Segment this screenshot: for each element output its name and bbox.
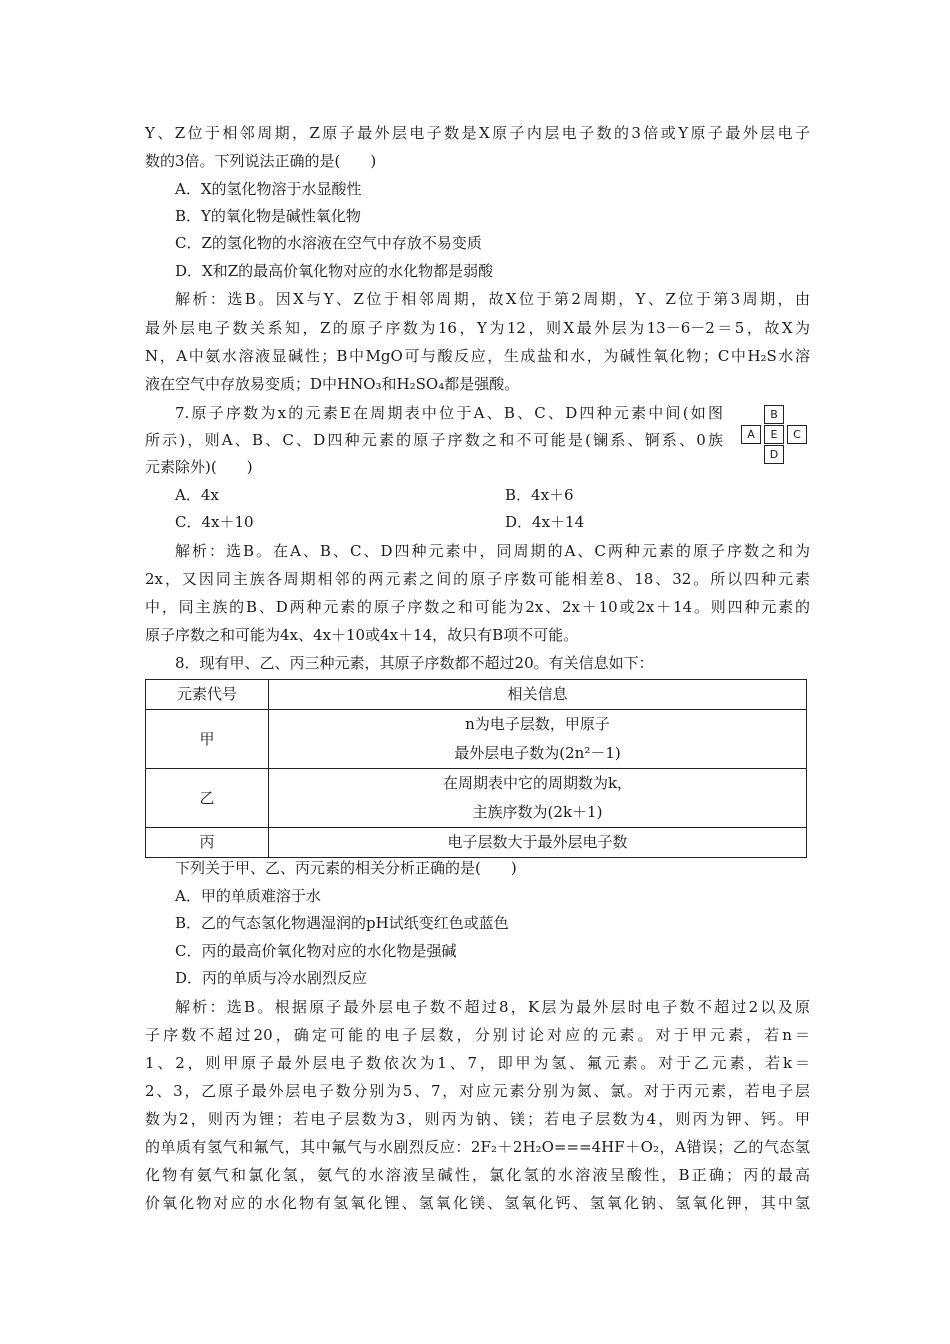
table-row <box>146 828 807 858</box>
q6-stem-line-2: 数的3倍。下列说法正确的是( ) <box>145 152 377 170</box>
q7-stem-line-2: 所示)，则A、B、C、D四种元素的原子序数之和不可能是(镧系、锕系、0族 <box>145 431 723 449</box>
q7-analysis-line-3: 中，同主族的B、D两种元素的原子序数之和可能为2x、2x＋10或2x＋14。则四种元素的 <box>145 598 810 616</box>
info-line: 在周期表中它的周期数为k， <box>442 774 633 792</box>
q8-analysis-line-5: 数为2，则丙为锂；若电子层数为3，则丙为钠、镁；若电子层数为4，则丙为钾、钙。甲 <box>145 1110 810 1128</box>
q6-stem-line-1: Y、Z位于相邻周期，Z原子最外层电子数是X原子内层电子数的3倍或Y原子最外层电子 <box>145 124 810 142</box>
q6-option-b: B．Y的氧化物是碱性氧化物 <box>175 207 361 225</box>
q8-option-a: A．甲的单质难溶于水 <box>175 887 321 905</box>
q8-analysis-line-2: 子序数不超过20，确定可能的电子层数，分别讨论对应的元素。对于甲元素，若n＝ <box>145 1026 810 1044</box>
info-line: n为电子层数，甲原子 <box>465 715 610 733</box>
q6-analysis-line-2: 最外层电子数关系知，Z的原子序数为16，Y为12，则X最外层为13－6－2＝5，故X为 <box>145 319 810 337</box>
table-header-row <box>146 680 807 710</box>
q7-option-d: D．4x＋14 <box>505 513 585 531</box>
periodic-position-diagram <box>741 405 807 463</box>
grid-cell-top: B <box>764 405 784 424</box>
table-cell-element: 乙 <box>146 769 269 828</box>
q8-option-c: C．丙的最高价氧化物对应的水化物是强碱 <box>175 942 457 960</box>
q6-option-a: A．X的氢化物溶于水显酸性 <box>175 180 362 198</box>
q8-option-d: D．丙的单质与冷水剧烈反应 <box>175 969 368 987</box>
table-cell-element: 丙 <box>146 828 269 858</box>
table-header-info: 相关信息 <box>269 680 807 710</box>
table-header-element: 元素代号 <box>146 680 269 710</box>
table-row <box>146 769 807 828</box>
table-cell-info: 电子层数大于最外层电子数 <box>269 828 807 858</box>
q8-option-b: B．乙的气态氢化物遇湿润的pH试纸变红色或蓝色 <box>175 914 509 932</box>
info-line: 最外层电子数为(2n²－1) <box>454 744 621 762</box>
q7-stem-line-1: 7.原子序数为x的元素E在周期表中位于A、B、C、D四种元素中间(如图 <box>175 404 723 422</box>
grid-cell-left: A <box>741 425 761 444</box>
q7-analysis-line-4: 原子序数之和可能为4x、4x＋10或4x＋14，故只有B项不可能。 <box>145 626 579 644</box>
table-row <box>146 710 807 769</box>
grid-cell-center: E <box>764 425 784 444</box>
q6-analysis-line-3: N，A中氨水溶液显碱性；B中MgO可与酸反应，生成盐和水，为碱性氧化物；C中H₂S水溶 <box>145 347 810 365</box>
q7-analysis-line-1: 解析：选B。在A、B、C、D四种元素中，同周期的A、C两种元素的原子序数之和为 <box>175 542 810 560</box>
q7-analysis-line-2: 2x，又因同主族各周期相邻的两元素之间的原子序数可能相差8、18、32。所以四种元素 <box>145 570 810 588</box>
q7-stem-line-3: 元素除外)( ) <box>145 458 253 476</box>
q6-analysis-line-4: 液在空气中存放易变质；D中HNO₃和H₂SO₄都是强酸。 <box>145 375 520 393</box>
table-cell-element: 甲 <box>146 710 269 769</box>
q8-analysis-line-1: 解析：选B。根据原子最外层电子数不超过8，K层为最外层时电子数不超过2以及原 <box>175 998 810 1016</box>
q8-analysis-line-7: 化物有氨气和氯化氢，氨气的水溶液呈碱性，氯化氢的水溶液呈酸性，B正确；丙的最高 <box>145 1166 810 1184</box>
grid-cell-right: C <box>787 425 807 444</box>
q7-option-a: A．4x <box>175 486 219 504</box>
grid-cell-bottom: D <box>764 445 784 464</box>
element-info-table <box>145 679 807 858</box>
q8-stem: 8．现有甲、乙、丙三种元素，其原子序数都不超过20。有关信息如下： <box>175 654 654 672</box>
q7-option-b: B．4x＋6 <box>505 486 574 504</box>
q8-analysis-line-6: 的单质有氢气和氟气，其中氟气与水剧烈反应：2F₂＋2H₂O===4HF＋O₂，A错误；乙的气态氢 <box>145 1138 810 1156</box>
info-line: 主族序数为(2k＋1) <box>472 803 603 821</box>
table-cell-info <box>269 710 807 769</box>
q6-option-c: C．Z的氢化物的水溶液在空气中存放不易变质 <box>175 234 482 252</box>
q6-option-d: D．X和Z的最高价氧化物对应的水化物都是弱酸 <box>175 262 494 280</box>
q8-analysis-line-3: 1、2，则甲原子最外层电子数依次为1、7，即甲为氢、氟元素。对于乙元素，若k＝ <box>145 1054 810 1072</box>
q7-option-c: C．4x＋10 <box>175 513 254 531</box>
q8-analysis-line-8: 价氧化物对应的水化物有氢氧化锂、氢氧化镁、氢氧化钙、氢氧化钠、氢氧化钾，其中氢 <box>145 1194 810 1212</box>
q8-question: 下列关于甲、乙、丙元素的相关分析正确的是( ) <box>175 859 517 877</box>
q6-analysis-line-1: 解析：选B。因X与Y、Z位于相邻周期，故X位于第2周期，Y、Z位于第3周期，由 <box>175 290 810 308</box>
table-cell-info <box>269 769 807 828</box>
q8-analysis-line-4: 2、3，乙原子最外层电子数分别为5、7，对应元素分别为氮、氯。对于丙元素，若电子层 <box>145 1082 810 1100</box>
